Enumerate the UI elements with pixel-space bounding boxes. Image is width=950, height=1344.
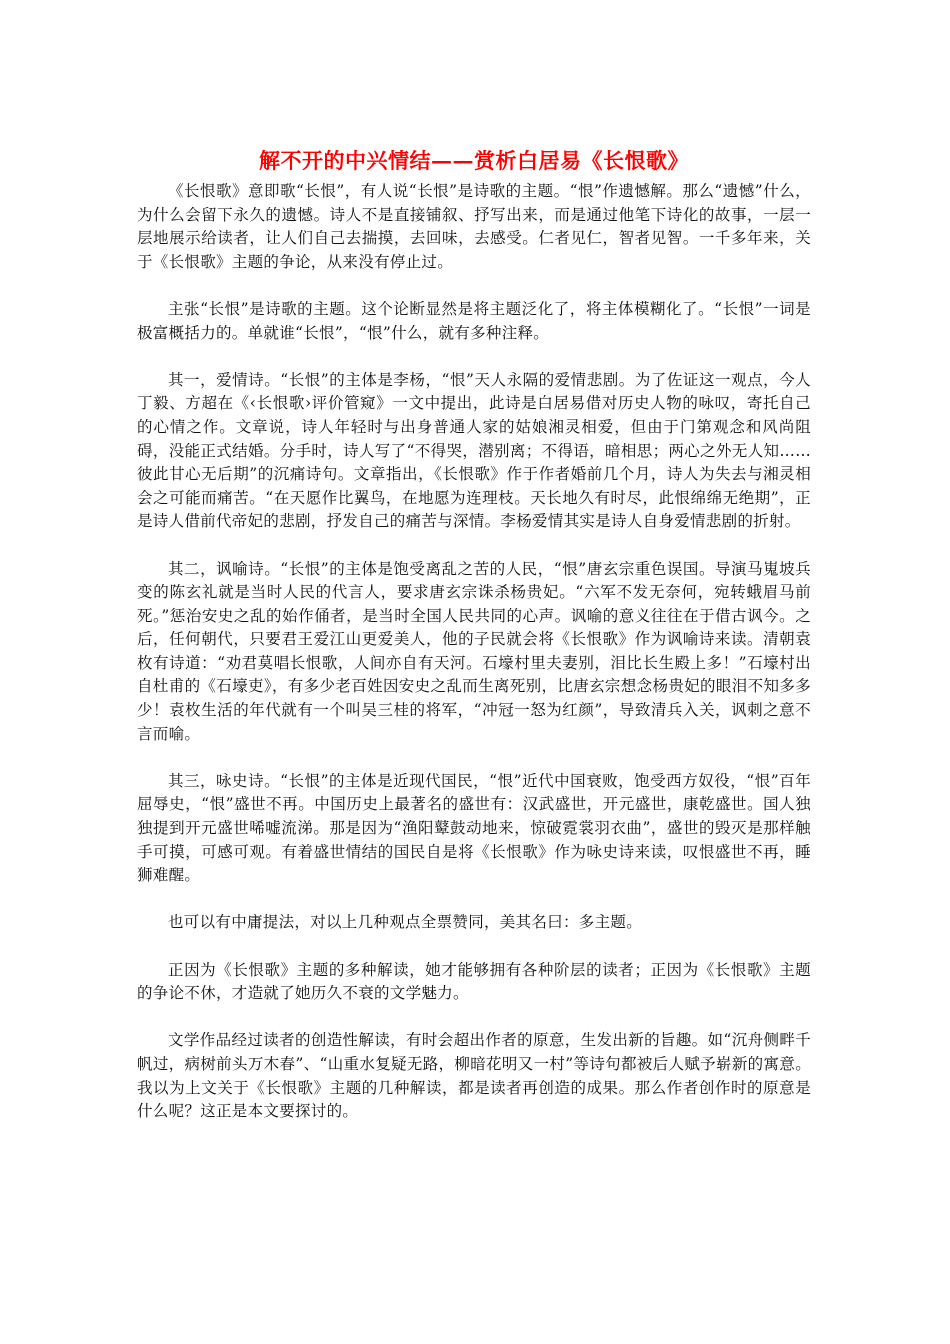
paragraph-multi-theme: 也可以有中庸提法，对以上几种观点全票赞同，美其名曰：多主题。 — [168, 913, 643, 932]
paragraph-readers: 正因为《长恨歌》主题的多种解读，她才能够拥有各种阶层的读者；正因为《长恨歌》主题的争论不休，才造就了她历久不衰的文学魅力。 — [137, 960, 811, 1003]
paragraph-history-poem: 其三，咏史诗。“长恨”的主体是近现代国民，“恨”近代中国衰败，饱受西方奴役，“恨”百年屈辱史，“恨”盛世不再。中国历史上最著名的盛世有：汉武盛世，开元盛世，康乾盛世。国人独独提到开元盛世唏嘘流涕。那是因为“渔阳鼙鼓动地来，惊破霓裳羽衣曲”，盛世的毁灭是那样触手可摸，可感可观。有着盛世情结的国民自是将《长恨歌》作为咏史诗来读，叹恨盛世不再，睡狮难醒。 — [137, 771, 811, 885]
paragraph-intro: 《长恨歌》意即歌“长恨”，有人说“长恨”是诗歌的主题。“恨”作遗憾解。那么“遗憾”什么，为什么会留下永久的遗憾。诗人不是直接铺叙、抒写出来，而是通过他笔下诗化的故事，一层一层地展示给读者，让人们自己去揣摸，去回味，去感受。仁者见仁，智者见智。一千多年来，关于《长恨歌》主题的争论，从来没有停止过。 — [137, 182, 811, 271]
paragraph-satire-poem: 其二，讽喻诗。“长恨”的主体是饱受离乱之苦的人民，“恨”唐玄宗重色误国。导演马嵬坡兵变的陈玄礼就是当时人民的代言人，要求唐玄宗诛杀杨贵妃。“六军不发无奈何，宛转蛾眉马前死。”惩治安史之乱的始作俑者，是当时全国人民共同的心声。讽喻的意义往往在于借古讽今。之后，任何朝代，只要君王爱江山更爱美人，他的子民就会将《长恨歌》作为讽喻诗来读。清朝袁枚有诗道：“劝君莫唱长恨歌，人间亦自有天河。石壕村里夫妻别，泪比长生殿上多！”石壕村出自杜甫的《石壕吏》，有多少老百姓因安史之乱而生离死别，比唐玄宗想念杨贵妃的眼泪不知多多少！袁枚生活的年代就有一个叫吴三桂的将军，“冲冠一怒为红颜”，导致清兵入关，讽刺之意不言而喻。 — [137, 559, 811, 743]
paragraph-conclusion: 文学作品经过读者的创造性解读，有时会超出作者的原意，生发出新的旨趣。如“沉舟侧畔千帆过，病树前头万木春”、“山重水复疑无路，柳暗花明又一村”等诗句都被后人赋予崭新的寓意。我以为上文关于《长恨歌》主题的几种解读，都是读者再创造的成果。那么作者创作时的原意是什么呢？这正是本文要探讨的。 — [137, 1031, 811, 1121]
paragraph-love-poem: 其一，爱情诗。“长恨”的主体是李杨，“恨”天人永隔的爱情悲剧。为了佐证这一观点，今人丁毅、方超在《‹长恨歌›评价管窥》一文中提出，此诗是白居易借对历史人物的咏叹，寄托自己的心情之作。文章说，诗人年轻时与出身普通人家的姑娘湘灵相爱，但由于门第观念和风尚阻碍，没能正式结婚。分手时，诗人写了“不得哭，潜别离；不得语，暗相思；两心之外无人知……彼此甘心无后期”的沉痛诗句。文章指出，《长恨歌》作于作者婚前几个月，诗人为失去与湘灵相会之可能而痛苦。“在天愿作比翼鸟，在地愿为连理枝。天长地久有时尽，此恨绵绵无绝期”，正是诗人借前代帝妃的悲剧，抒发自己的痛苦与深情。李杨爱情其实是诗人自身爱情悲剧的折射。 — [137, 370, 811, 531]
document-page — [137, 146, 811, 1147]
paragraph-thesis: 主张“长恨”是诗歌的主题。这个论断显然是将主题泛化了，将主体模糊化了。“长恨”一词是极富概括力的。单就谁“长恨”，“恨”什么，就有多种注释。 — [137, 299, 811, 342]
document-title: 解不开的中兴情结——赏析白居易《长恨歌》 — [259, 148, 689, 173]
